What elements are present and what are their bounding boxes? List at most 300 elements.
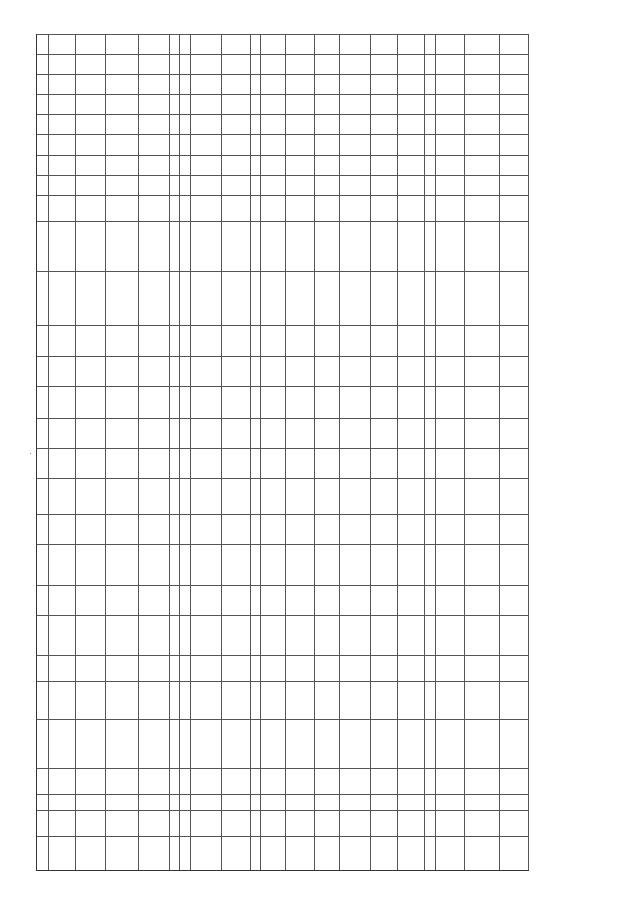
table-cell: [315, 54, 340, 74]
table-cell: [371, 155, 398, 175]
table-cell: [191, 155, 222, 175]
table-cell: [371, 514, 398, 544]
table-cell: [261, 34, 286, 54]
table-cell: [286, 768, 315, 794]
table-cell: [500, 221, 529, 271]
table-cell: [170, 34, 180, 54]
table-cell: [436, 114, 465, 134]
table-cell: [139, 478, 170, 514]
table-cell: [76, 615, 105, 655]
table-cell: [340, 418, 371, 448]
table-cell: [500, 175, 529, 195]
table-cell: [106, 221, 139, 271]
table-cell: [180, 418, 190, 448]
table-cell: [76, 54, 105, 74]
table-cell: [465, 448, 500, 478]
table-cell: [425, 325, 435, 355]
table-cell: [286, 114, 315, 134]
table-cell: [222, 271, 251, 325]
table-cell: [106, 134, 139, 154]
table-cell: [371, 448, 398, 478]
table-cell: [315, 356, 340, 386]
table-cell: [261, 719, 286, 767]
table-cell: [398, 114, 425, 134]
table-cell: [76, 74, 105, 94]
table-header-cell: [37, 418, 49, 448]
table-cell: [251, 544, 261, 584]
table-cell: [191, 544, 222, 584]
table-cell: [340, 514, 371, 544]
table-cell: [371, 386, 398, 418]
table-cell: [251, 836, 261, 870]
table-cell: [76, 356, 105, 386]
table-cell: [398, 514, 425, 544]
table-cell: [191, 615, 222, 655]
table-cell: [315, 386, 340, 418]
table-cell: [340, 768, 371, 794]
table-header-cell: [37, 325, 49, 355]
table-cell: [315, 114, 340, 134]
table-cell: [180, 448, 190, 478]
table-cell: [49, 615, 76, 655]
table-cell: [398, 681, 425, 719]
table-cell: [425, 836, 435, 870]
table-cell: [180, 655, 190, 681]
table-cell: [180, 615, 190, 655]
table-cell: [340, 836, 371, 870]
table-cell: [261, 615, 286, 655]
table-cell: [170, 74, 180, 94]
table-cell: [286, 386, 315, 418]
table-cell: [500, 271, 529, 325]
table-cell: [251, 794, 261, 810]
table-cell: [106, 544, 139, 584]
table-cell: [106, 195, 139, 221]
table-cell: [139, 794, 170, 810]
table-cell: [436, 134, 465, 154]
table-cell: [106, 810, 139, 836]
table-cell: [315, 448, 340, 478]
table-cell: [139, 386, 170, 418]
table-cell: [139, 719, 170, 767]
table-cell: [139, 195, 170, 221]
table-cell: [315, 615, 340, 655]
table-cell: [191, 271, 222, 325]
table-cell: [500, 585, 529, 615]
table-cell: [261, 134, 286, 154]
table-cell: [286, 271, 315, 325]
table-cell: [436, 478, 465, 514]
table-cell: [398, 34, 425, 54]
table-cell: [191, 810, 222, 836]
table-cell: [49, 325, 76, 355]
table-cell: [191, 418, 222, 448]
table-cell: [286, 155, 315, 175]
table-cell: [170, 681, 180, 719]
table-cell: [170, 271, 180, 325]
table-cell: [340, 325, 371, 355]
table-cell: [315, 155, 340, 175]
table-cell: [286, 544, 315, 584]
table-cell: [180, 74, 190, 94]
table-cell: [398, 810, 425, 836]
table-cell: [76, 585, 105, 615]
table-cell: [180, 134, 190, 154]
table-cell: [180, 195, 190, 221]
table-cell: [315, 719, 340, 767]
table-cell: [286, 221, 315, 271]
table-cell: [261, 768, 286, 794]
table-cell: [191, 478, 222, 514]
table-cell: [436, 325, 465, 355]
table-cell: [286, 810, 315, 836]
table-header-cell: [37, 810, 49, 836]
table-cell: [465, 195, 500, 221]
table-cell: [500, 448, 529, 478]
table-cell: [465, 514, 500, 544]
table-cell: [500, 134, 529, 154]
table-cell: [180, 585, 190, 615]
table-cell: [465, 719, 500, 767]
table-cell: [170, 655, 180, 681]
table-cell: [425, 356, 435, 386]
table-cell: [371, 768, 398, 794]
table-cell: [76, 271, 105, 325]
table-cell: [465, 175, 500, 195]
table-cell: [425, 418, 435, 448]
table-cell: [106, 719, 139, 767]
table-cell: [500, 155, 529, 175]
table-cell: [222, 448, 251, 478]
table-cell: [465, 544, 500, 584]
table-cell: [180, 544, 190, 584]
table-cell: [500, 794, 529, 810]
table-cell: [251, 134, 261, 154]
table-cell: [436, 418, 465, 448]
table-cell: [222, 836, 251, 870]
table-cell: [398, 175, 425, 195]
table-cell: [315, 134, 340, 154]
table-cell: [222, 810, 251, 836]
table-cell: [398, 54, 425, 74]
table-cell: [500, 544, 529, 584]
table-cell: [371, 356, 398, 386]
table-cell: [180, 386, 190, 418]
table-cell: [371, 615, 398, 655]
table-cell: [106, 94, 139, 114]
table-cell: [170, 386, 180, 418]
table-cell: [398, 794, 425, 810]
table-cell: [315, 544, 340, 584]
table-cell: [286, 615, 315, 655]
table-cell: [315, 768, 340, 794]
table-cell: [425, 514, 435, 544]
table-cell: [286, 478, 315, 514]
table-cell: [170, 221, 180, 271]
table-cell: [76, 134, 105, 154]
table-cell: [139, 836, 170, 870]
table-cell: [436, 356, 465, 386]
table-cell: [465, 386, 500, 418]
table-cell: [371, 34, 398, 54]
table-cell: [49, 448, 76, 478]
table-cell: [76, 544, 105, 584]
table-cell: [180, 34, 190, 54]
table-cell: [340, 386, 371, 418]
table-cell: [222, 478, 251, 514]
table-cell: [139, 175, 170, 195]
table-cell: [222, 544, 251, 584]
table-cell: [251, 34, 261, 54]
table-cell: [251, 325, 261, 355]
table-cell: [465, 655, 500, 681]
table-cell: [286, 195, 315, 221]
table-cell: [340, 478, 371, 514]
table-cell: [106, 155, 139, 175]
table-cell: [500, 34, 529, 54]
table-cell: [261, 655, 286, 681]
table-cell: [222, 794, 251, 810]
table-cell: [465, 221, 500, 271]
table-cell: [340, 195, 371, 221]
table-cell: [106, 585, 139, 615]
table-cell: [170, 585, 180, 615]
table-cell: [436, 195, 465, 221]
table-cell: [436, 794, 465, 810]
table-cell: [222, 155, 251, 175]
table-cell: [222, 681, 251, 719]
table-cell: [170, 94, 180, 114]
table-cell: [170, 114, 180, 134]
table-cell: [398, 585, 425, 615]
table-cell: [139, 418, 170, 448]
table-cell: [180, 325, 190, 355]
table-cell: [315, 34, 340, 54]
table-cell: [315, 221, 340, 271]
table-cell: [76, 655, 105, 681]
table-cell: [170, 794, 180, 810]
table-cell: [139, 221, 170, 271]
table-cell: [500, 386, 529, 418]
table-cell: [251, 221, 261, 271]
table-cell: [436, 448, 465, 478]
table-header-cell: [37, 478, 49, 514]
table-cell: [49, 175, 76, 195]
table-cell: [261, 74, 286, 94]
table-cell: [398, 195, 425, 221]
table-cell: [49, 134, 76, 154]
table-cell: [191, 356, 222, 386]
table-cell: [371, 271, 398, 325]
table-cell: [500, 356, 529, 386]
table-header-cell: [37, 356, 49, 386]
table-cell: [76, 175, 105, 195]
table-cell: [139, 810, 170, 836]
table-cell: [425, 74, 435, 94]
table-cell: [49, 794, 76, 810]
table-cell: [315, 418, 340, 448]
table-cell: [251, 719, 261, 767]
table-cell: [371, 195, 398, 221]
table-cell: [340, 221, 371, 271]
table-cell: [180, 114, 190, 134]
table-cell: [465, 615, 500, 655]
table-cell: [222, 655, 251, 681]
table-cell: [222, 221, 251, 271]
table-cell: [76, 514, 105, 544]
table-cell: [286, 794, 315, 810]
table-cell: [106, 448, 139, 478]
table-cell: [371, 655, 398, 681]
table-cell: [465, 836, 500, 870]
table-header-cell: [37, 271, 49, 325]
table-cell: [222, 114, 251, 134]
table-cell: [251, 655, 261, 681]
table-cell: [425, 768, 435, 794]
table-cell: [371, 418, 398, 448]
table-cell: [261, 271, 286, 325]
table-cell: [286, 655, 315, 681]
table-cell: [106, 655, 139, 681]
table-cell: [465, 114, 500, 134]
table-cell: [465, 810, 500, 836]
table-cell: [500, 325, 529, 355]
table-header-cell: [37, 34, 49, 54]
table-cell: [425, 544, 435, 584]
table-cell: [315, 681, 340, 719]
table-cell: [49, 34, 76, 54]
table-cell: [180, 719, 190, 767]
table-cell: [49, 356, 76, 386]
table-cell: [425, 794, 435, 810]
table-cell: [222, 356, 251, 386]
table-cell: [398, 386, 425, 418]
table-cell: [465, 356, 500, 386]
rotated-table-sheet: [36, 35, 528, 871]
table-cell: [191, 54, 222, 74]
table-cell: [398, 74, 425, 94]
table-cell: [315, 325, 340, 355]
table-cell: [340, 794, 371, 810]
table-cell: [180, 836, 190, 870]
table-header-cell: [37, 386, 49, 418]
table-cell: [286, 325, 315, 355]
table-cell: [286, 175, 315, 195]
table-cell: [425, 615, 435, 655]
table-cell: [49, 719, 76, 767]
table-cell: [49, 54, 76, 74]
data-table: [36, 34, 529, 871]
table-cell: [261, 356, 286, 386]
table-cell: [76, 418, 105, 448]
table-header-cell: [37, 514, 49, 544]
table-cell: [398, 719, 425, 767]
table-cell: [425, 655, 435, 681]
table-cell: [222, 719, 251, 767]
table-cell: [106, 175, 139, 195]
table-cell: [49, 655, 76, 681]
table-cell: [180, 221, 190, 271]
table-cell: [398, 836, 425, 870]
table-cell: [261, 478, 286, 514]
table-cell: [340, 810, 371, 836]
table-cell: [170, 175, 180, 195]
table-cell: [180, 514, 190, 544]
table-cell: [371, 74, 398, 94]
table-cell: [139, 585, 170, 615]
table-cell: [465, 94, 500, 114]
table-cell: [76, 448, 105, 478]
table-cell: [106, 54, 139, 74]
table-cell: [191, 134, 222, 154]
table-cell: [315, 836, 340, 870]
table-cell: [76, 34, 105, 54]
table-cell: [261, 836, 286, 870]
table-cell: [222, 175, 251, 195]
table-cell: [170, 544, 180, 584]
table-cell: [340, 719, 371, 767]
table-cell: [286, 719, 315, 767]
table-cell: [139, 74, 170, 94]
table-cell: [340, 155, 371, 175]
table-cell: [500, 810, 529, 836]
table-cell: [465, 74, 500, 94]
table-header-cell: [37, 74, 49, 94]
table-cell: [286, 418, 315, 448]
table-cell: [251, 810, 261, 836]
table-cell: [398, 615, 425, 655]
table-cell: [340, 114, 371, 134]
table-cell: [222, 514, 251, 544]
table-cell: [170, 768, 180, 794]
table-cell: [170, 134, 180, 154]
table-cell: [261, 810, 286, 836]
table-cell: [139, 448, 170, 478]
table-cell: [261, 585, 286, 615]
table-cell: [49, 386, 76, 418]
table-cell: [371, 478, 398, 514]
table-cell: [286, 514, 315, 544]
table-cell: [425, 94, 435, 114]
table-cell: [465, 418, 500, 448]
table-cell: [340, 615, 371, 655]
table-cell: [261, 54, 286, 74]
table-cell: [139, 114, 170, 134]
table-cell: [191, 514, 222, 544]
table-cell: [170, 836, 180, 870]
table-cell: [251, 681, 261, 719]
table-cell: [425, 134, 435, 154]
table-cell: [139, 94, 170, 114]
table-cell: [139, 544, 170, 584]
table-cell: [261, 175, 286, 195]
table-cell: [436, 221, 465, 271]
table-cell: [251, 585, 261, 615]
table-cell: [315, 810, 340, 836]
table-cell: [398, 94, 425, 114]
table-cell: [76, 386, 105, 418]
table-cell: [371, 175, 398, 195]
table-cell: [139, 356, 170, 386]
table-cell: [191, 74, 222, 94]
table-cell: [170, 195, 180, 221]
table-cell: [222, 94, 251, 114]
table-header-cell: [37, 681, 49, 719]
table-cell: [286, 448, 315, 478]
table-cell: [465, 34, 500, 54]
table-cell: [315, 94, 340, 114]
table-cell: [106, 794, 139, 810]
